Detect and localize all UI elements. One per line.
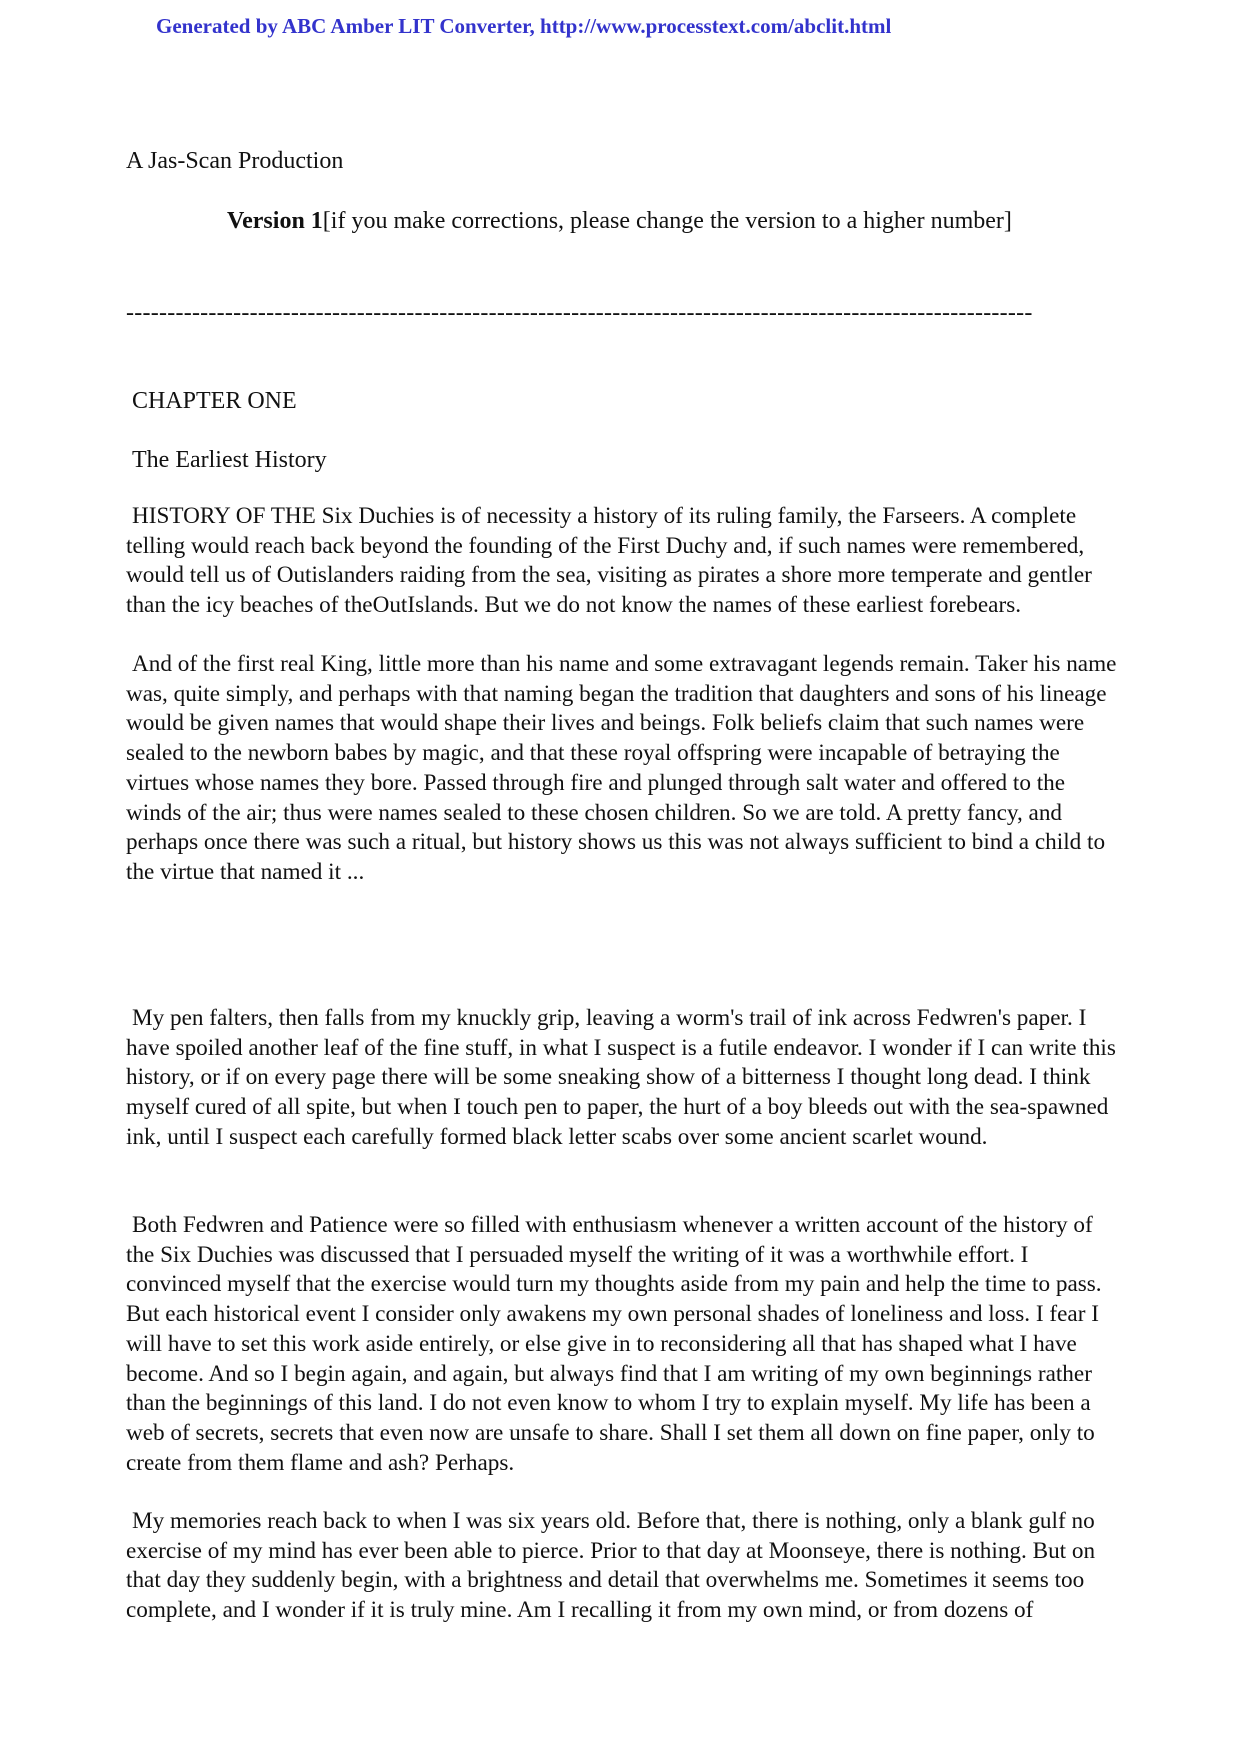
paragraph-text: My pen falters, then falls from my knuckly grip, leaving a worm's trail of ink across Fedwren's paper. I have spoiled another leaf of the fine stuff, in what I suspect is a futile endeavor. I wonder if I can write this history, or if on every page there will be some sneaking show of a bitterness I thought long dead. I think myself cured of all spite, but when I touch pen to paper, the hurt of a boy bleeds out with the sea-spawned ink, until I suspect each carefully formed black letter scabs over some ancient scarlet wound. [126, 1005, 1116, 1150]
version-line [227, 208, 1012, 235]
paragraph-text: Both Fedwren and Patience were so filled with enthusiasm whenever a written account of the history of the Six Duchies was discussed that I persuaded myself the writing of it was a worthwhile effort. I convinced myself that the exercise would turn my thoughts aside from my pain and help the time to pass. But each historical event I consider only awakens my own personal shades of loneliness and loss. I fear I will have to set this work aside entirely, or else give in to reconsidering all that has shaped what I have become. And so I begin again, and again, but always find that I am writing of my own beginnings rather than the beginnings of this land. I do not even know to whom I try to explain myself. My life has been a web of secrets, secrets that even now are unsafe to share. Shall I set them all down on fine paper, only to create from them flame and ash? Perhaps. [126, 1212, 1102, 1476]
paragraph-3 [126, 1004, 1121, 1153]
dashed-separator: -------------------------------------------------------------------------------------------------------------- [126, 300, 1033, 326]
production-credit: A Jas-Scan Production [126, 148, 344, 174]
paragraph-2 [126, 650, 1121, 888]
paragraph-text: My memories reach back to when I was six years old. Before that, there is nothing, only a blank gulf no exercise of my mind has ever been able to pierce. Prior to that day at Moonseye, there is nothing. But on that day they suddenly begin, with a brightness and detail that overwhelms me. Sometimes it seems too complete, and I wonder if it is truly mine. Am I recalling it from my own mind, or from dozens of [126, 1508, 1096, 1624]
generator-link[interactable]: Generated by ABC Amber LIT Converter, http://www.processtext.com/abclit.html [156, 14, 892, 38]
paragraph-text: HISTORY OF THE Six Duchies is of necessity a history of its ruling family, the Farseers. A complete telling would reach back beyond the founding of the First Duchy and, if such names were remembered, would tell us of Outislanders raiding from the sea, visiting as pirates a shore more temperate and gentler than the icy beaches of theOutIslands. But we do not know the names of these earliest forebears. [126, 503, 1092, 619]
paragraph-4 [126, 1211, 1121, 1478]
chapter-subtitle: The Earliest History [132, 447, 327, 473]
chapter-title: CHAPTER ONE [132, 388, 297, 414]
paragraph-5 [126, 1507, 1121, 1626]
version-note: [if you make corrections, please change the version to a higher number] [322, 208, 1012, 234]
version-label: Version 1 [227, 208, 323, 234]
paragraph-1 [126, 502, 1121, 621]
paragraph-text: And of the first real King, little more than his name and some extravagant legends remain. Taker his name was, quite simply, and perhaps with that naming began the tradition that daughters and sons of his lineage would be given names that would shape their lives and beings. Folk beliefs claim that such names were sealed to the newborn babes by magic, and that these royal offspring were incapable of betraying the virtues whose names they bore. Passed through fire and plunged through salt water and offered to the winds of the air; thus were names sealed to these chosen children. So we are told. A pretty fancy, and perhaps once there was such a ritual, but history shows us this was not always sufficient to bind a child to the virtue that named it ... [126, 651, 1117, 885]
